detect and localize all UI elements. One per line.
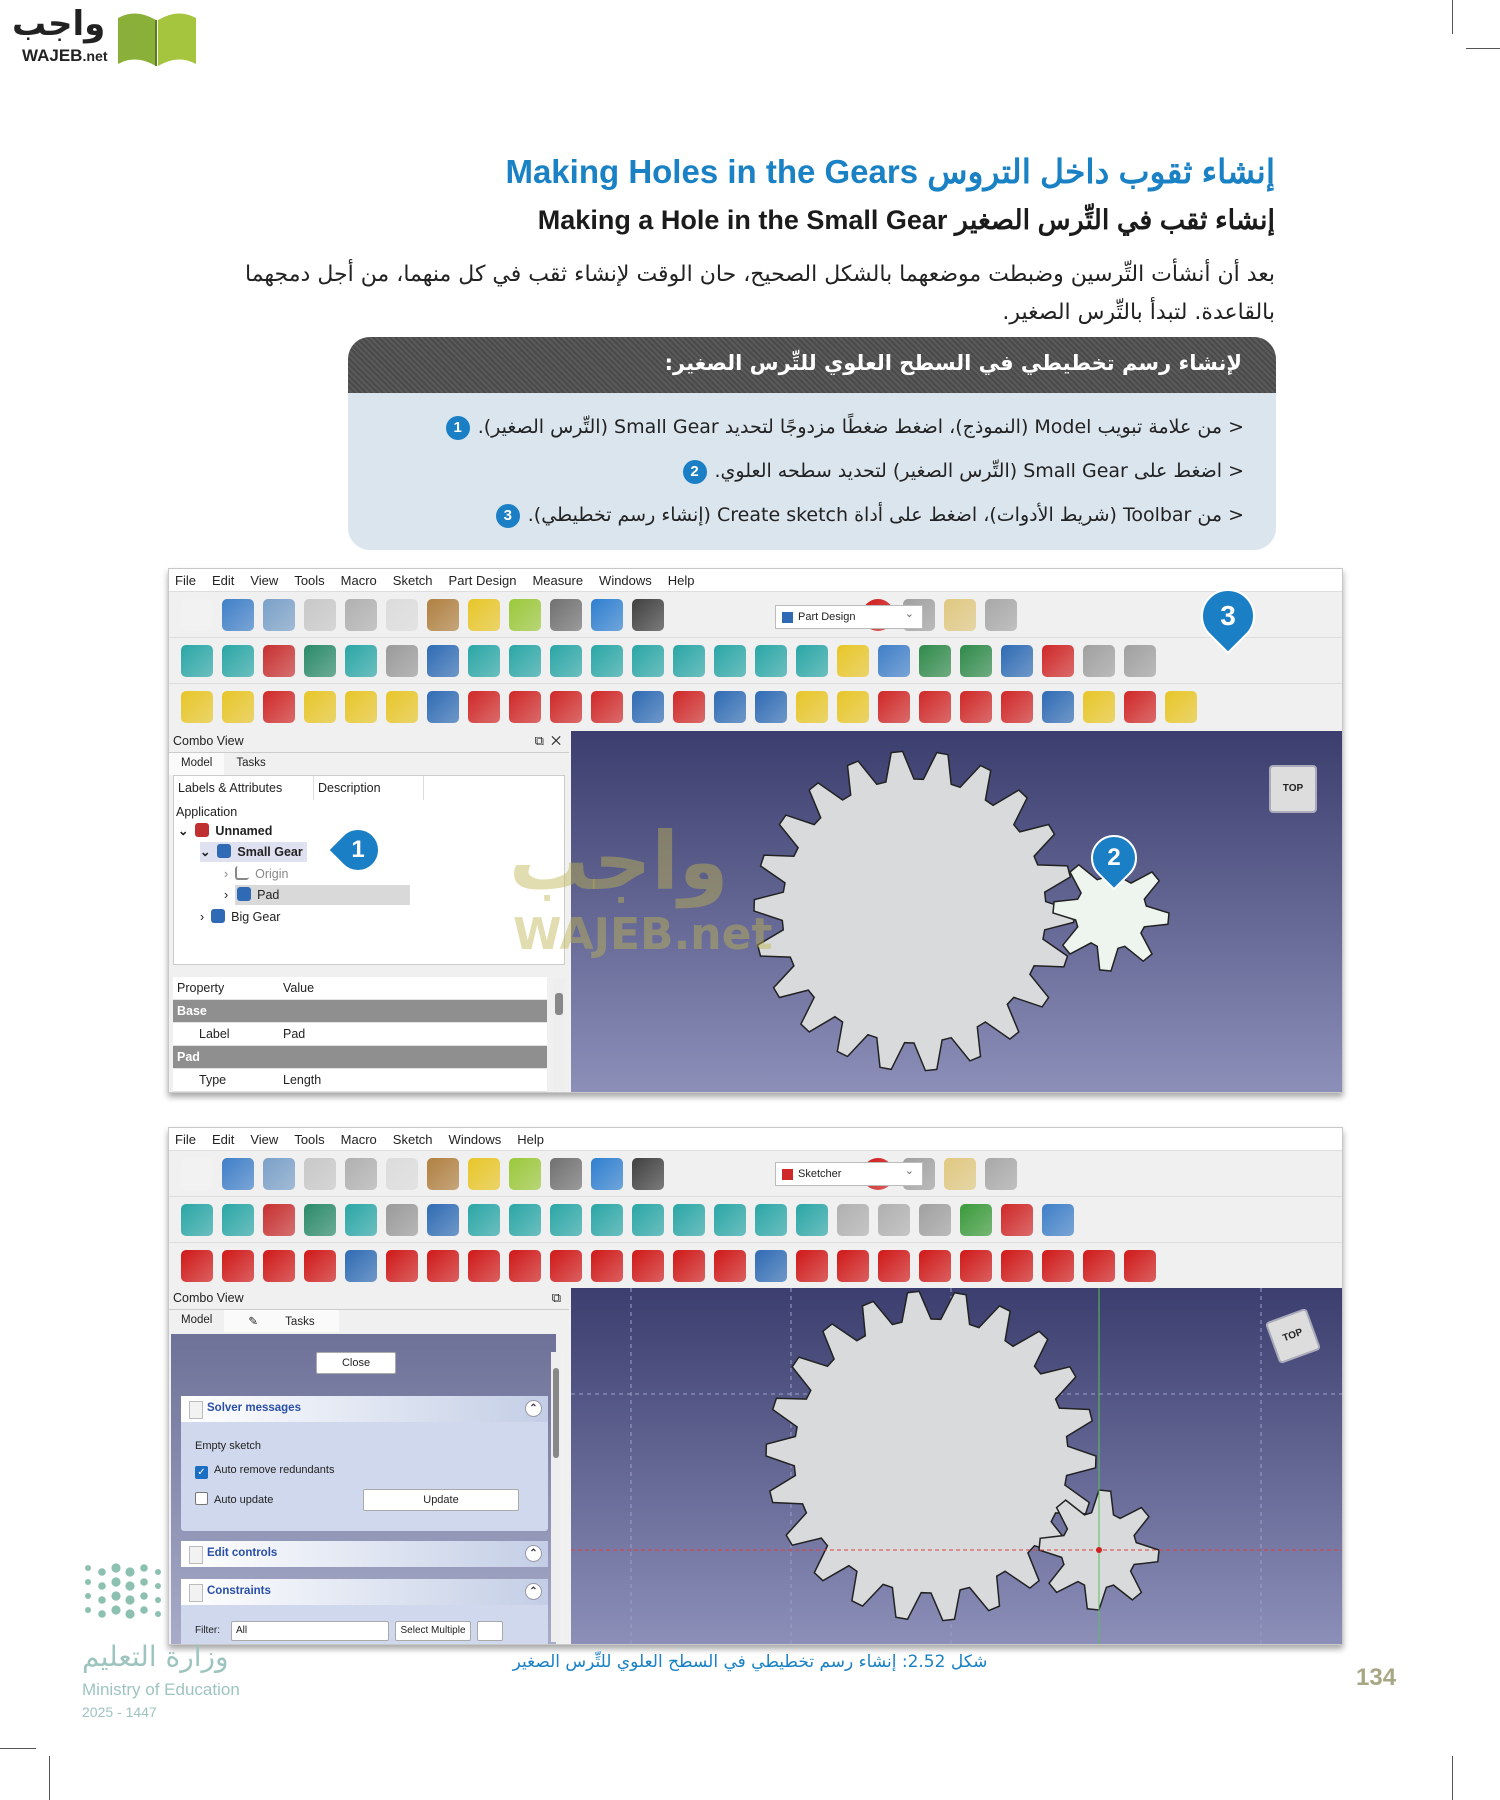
toolbar-view	[169, 637, 1342, 683]
logo-dot	[155, 1611, 161, 1617]
crop-mark	[1452, 1756, 1453, 1800]
property-row-label[interactable]	[173, 1023, 547, 1046]
constraint-edit-icon[interactable]	[960, 1204, 992, 1236]
chamfer-icon[interactable]	[919, 691, 951, 723]
toolbar-file	[169, 591, 1342, 637]
menu-edit[interactable]: Edit	[211, 1131, 235, 1147]
workbench-label: Part Design	[798, 611, 856, 623]
multi-transform-icon[interactable]	[837, 691, 869, 723]
print-icon[interactable]	[304, 599, 336, 631]
bottom-icon[interactable]	[714, 1204, 746, 1236]
logo-dot	[111, 1591, 120, 1600]
3d-viewport[interactable]	[509, 731, 1342, 1092]
property-value[interactable]: Pad	[283, 1027, 306, 1041]
column-property: Property	[177, 981, 225, 995]
filter-label: Filter:	[195, 1625, 220, 1636]
recompute-icon[interactable]	[591, 1158, 623, 1190]
new-document-icon[interactable]	[181, 1158, 213, 1190]
macro-edit-icon[interactable]	[944, 1158, 976, 1190]
primitive-icon[interactable]	[386, 691, 418, 723]
callout-number: 3	[1220, 600, 1236, 631]
float-icon[interactable]: ⧉	[534, 733, 544, 748]
fit-all-icon[interactable]	[181, 645, 213, 677]
whats-this-icon[interactable]	[632, 599, 664, 631]
fit-selection-icon[interactable]	[222, 645, 254, 677]
collapse-icon[interactable]: ⌃	[525, 1400, 542, 1417]
menu-help[interactable]: Help	[517, 1131, 545, 1147]
fillet-icon[interactable]	[591, 1250, 623, 1282]
logo-dot	[125, 1567, 134, 1576]
page-number: 134	[1356, 1664, 1397, 1691]
logo-dot	[140, 1606, 148, 1614]
panel-title: Solver messages	[207, 1402, 301, 1414]
tree-root: Application	[176, 805, 238, 819]
parallel-icon[interactable]	[1042, 1250, 1074, 1282]
macro-run-icon[interactable]	[985, 1158, 1017, 1190]
settings-icon[interactable]	[477, 1621, 503, 1641]
tree-header-description[interactable]: Description	[314, 776, 424, 800]
logo-dot	[85, 1593, 91, 1599]
bottom-icon[interactable]	[714, 645, 746, 677]
document-icon	[195, 823, 209, 837]
rear-icon[interactable]	[673, 645, 705, 677]
tab-model[interactable]: Model	[169, 753, 224, 775]
isometric-icon[interactable]	[509, 1204, 541, 1236]
logo-dot	[140, 1564, 148, 1572]
copy-icon[interactable]	[386, 599, 418, 631]
part-icon[interactable]	[837, 645, 869, 677]
draw-style-icon[interactable]	[263, 1204, 295, 1236]
collapse-icon[interactable]: ⌃	[525, 1545, 542, 1562]
rectangle-icon[interactable]	[468, 1250, 500, 1282]
instruction-step	[348, 449, 1244, 493]
perpendicular-icon[interactable]	[1083, 1250, 1115, 1282]
logo-dot	[98, 1568, 106, 1576]
logo-dot	[111, 1577, 120, 1586]
intro-paragraph: بعد أن أنشأت التِّرسين وضبطت موضعهما بالشكل الصحيح، حان الوقت لإنشاء ثقب في كل منهما، من أجل دمجهما بالقاعدة. لتبدأ بالتِّرس الصغير.	[244, 262, 1275, 325]
groove-icon[interactable]	[509, 691, 541, 723]
external-geometry-icon[interactable]	[755, 1250, 787, 1282]
std-views-icon[interactable]	[427, 645, 459, 677]
checkbox-unchecked[interactable]	[195, 1492, 208, 1505]
fillet-icon[interactable]	[878, 691, 910, 723]
forward-icon[interactable]	[386, 645, 418, 677]
tree-label: Small Gear	[237, 845, 303, 859]
solver-messages-panel	[181, 1396, 548, 1531]
tree-item-pad[interactable]: › Pad	[224, 885, 414, 905]
step-text: < من علامة تبويب Model (النموذج)، اضغط ضغطًا مزدوجًا لتحديد Small Gear (التِّرس الصغير).	[477, 416, 1244, 438]
logo-dot	[155, 1597, 161, 1603]
tree-header-labels[interactable]: Labels & Attributes	[174, 776, 314, 800]
menu-edit[interactable]: Edit	[211, 572, 235, 588]
menu-sketch[interactable]: Sketch	[392, 1131, 433, 1147]
body-icon	[217, 844, 231, 858]
logo-dot	[125, 1595, 134, 1604]
menu-windows[interactable]: Windows	[448, 1131, 502, 1147]
fit-all-icon[interactable]	[181, 1204, 213, 1236]
logo-dot	[111, 1605, 120, 1614]
tree-item-big-gear[interactable]: › Big Gear	[200, 910, 281, 924]
origin-icon	[235, 866, 249, 880]
bounding-box-icon[interactable]	[304, 1204, 336, 1236]
tree-label: Origin	[255, 867, 289, 881]
update-button[interactable]: Update	[363, 1489, 519, 1511]
recompute-icon[interactable]	[591, 599, 623, 631]
link-actions-icon[interactable]	[960, 645, 992, 677]
page-title: إنشاء ثقوب داخل التروس Making Holes in the Gears	[505, 153, 1275, 190]
group-icon[interactable]	[878, 645, 910, 677]
paste-icon[interactable]	[427, 1158, 459, 1190]
step-text: < من Toolbar (شريط الأدوات)، اضغط على أداة Create sketch (إنشاء رسم تخطيطي).	[527, 504, 1244, 526]
panel-title: Edit controls	[207, 1547, 278, 1559]
instructions-box	[348, 337, 1276, 550]
property-key: Label	[199, 1027, 230, 1041]
logo-arabic: واجب	[12, 4, 106, 44]
back-icon[interactable]	[345, 1204, 377, 1236]
cut-icon[interactable]	[345, 599, 377, 631]
dof-icon[interactable]	[1042, 1204, 1074, 1236]
logo-dot	[85, 1565, 91, 1571]
rear-icon[interactable]	[673, 1204, 705, 1236]
property-value[interactable]: Length	[283, 1073, 322, 1087]
slot-icon[interactable]	[550, 1250, 582, 1282]
revolution-icon[interactable]	[222, 691, 254, 723]
workbench-selector[interactable]	[775, 605, 923, 629]
pad-icon	[237, 887, 251, 901]
cut-icon[interactable]	[345, 1158, 377, 1190]
navigation-cube[interactable]: TOP	[1265, 1308, 1321, 1364]
menu-view[interactable]: View	[250, 1131, 279, 1147]
new-document-icon[interactable]	[181, 599, 213, 631]
extend-icon[interactable]	[673, 1250, 705, 1282]
step-badge: 1	[446, 416, 470, 440]
left-icon[interactable]	[755, 1204, 787, 1236]
logo-dot	[140, 1578, 148, 1586]
top-icon[interactable]	[591, 1204, 623, 1236]
sub-helix-icon[interactable]	[632, 691, 664, 723]
checkbox-label: Auto update	[214, 1494, 274, 1506]
shape-binder-icon[interactable]	[1124, 645, 1156, 677]
refresh-check-icon[interactable]	[550, 1158, 582, 1190]
logo-dot	[155, 1583, 161, 1589]
scrollbar[interactable]	[553, 979, 565, 1091]
tab-label: Tasks	[285, 1316, 315, 1328]
toolbar-sketcher-geometry	[169, 1242, 1342, 1288]
tree-item-small-gear[interactable]: ⌄ Small Gear	[200, 842, 307, 862]
step-badge: 3	[496, 504, 520, 528]
auto-update-checkbox[interactable]	[195, 1492, 273, 1506]
tree-label: Unnamed	[215, 824, 273, 838]
figure-caption: شكل 2.52: إنشاء رسم تخطيطي في السطح العلوي للتِّرس الصغير	[512, 1652, 988, 1672]
arc-icon[interactable]	[263, 1250, 295, 1282]
section-subtitle: إنشاء ثقب في التِّرس الصغير Making a Hole in the Small Gear	[537, 205, 1275, 235]
float-icon[interactable]: ⧉	[551, 1290, 561, 1305]
combo-view-title: Combo View	[173, 1291, 244, 1305]
tangent-icon[interactable]	[1124, 1250, 1156, 1282]
logo-dot	[111, 1563, 120, 1572]
mirrored-icon[interactable]	[714, 691, 746, 723]
crop-mark	[1466, 48, 1500, 49]
ministry-arabic: وزارة التعليم	[82, 1640, 229, 1673]
logo-dot	[98, 1610, 106, 1618]
logo-dot	[85, 1607, 91, 1613]
bspline-icon[interactable]	[386, 1250, 418, 1282]
involute-gear-icon[interactable]	[1124, 691, 1156, 723]
sync-view-icon[interactable]	[468, 645, 500, 677]
logo-text: WAJEB	[22, 46, 83, 65]
workbench-selector[interactable]	[775, 1162, 923, 1186]
menu-sketch[interactable]: Sketch	[392, 572, 433, 588]
tree-item-unnamed[interactable]: ⌄ Unnamed	[178, 824, 273, 838]
menu-macro[interactable]: Macro	[340, 1131, 377, 1147]
open-icon[interactable]	[222, 1158, 254, 1190]
line-icon[interactable]	[222, 1250, 254, 1282]
property-row-type[interactable]	[173, 1069, 547, 1092]
draw-style-icon[interactable]	[263, 645, 295, 677]
group-icon[interactable]	[878, 1204, 910, 1236]
logo-dot	[140, 1592, 148, 1600]
sub-loft-icon[interactable]	[550, 691, 582, 723]
part-icon[interactable]	[837, 1204, 869, 1236]
menu-file[interactable]: File	[175, 1131, 196, 1147]
print-icon[interactable]	[304, 1158, 336, 1190]
scrollbar[interactable]	[551, 1352, 561, 1642]
tree-label: Big Gear	[231, 910, 281, 924]
collapse-icon[interactable]: ⌃	[525, 1583, 542, 1600]
sub-pipe-icon[interactable]	[591, 691, 623, 723]
sketch-viewport[interactable]	[571, 1288, 1342, 1644]
tab-tasks[interactable]: Tasks	[236, 757, 266, 769]
right-icon[interactable]	[632, 1204, 664, 1236]
big-gear[interactable]	[754, 751, 1074, 1070]
tab-model[interactable]: Model	[181, 1314, 213, 1326]
auto-remove-checkbox[interactable]	[195, 1464, 334, 1479]
pencil-icon: ✎	[248, 1316, 262, 1328]
top-icon[interactable]	[591, 645, 623, 677]
freecad-window-sketcher	[168, 1127, 1343, 1645]
toolbar-file	[169, 1150, 1342, 1196]
create-body-icon[interactable]	[1001, 645, 1033, 677]
construction-icon[interactable]	[837, 1250, 869, 1282]
forward-icon[interactable]	[386, 1204, 418, 1236]
property-editor	[173, 977, 547, 1093]
filter-dropdown[interactable]: All	[231, 1621, 389, 1641]
freecad-window-part-design	[168, 568, 1343, 1093]
carbon-copy-icon[interactable]	[796, 1250, 828, 1282]
sprocket-icon[interactable]	[1083, 691, 1115, 723]
shaft-wizard-icon[interactable]	[1165, 691, 1197, 723]
circle-icon[interactable]	[304, 1250, 336, 1282]
refresh-check-icon[interactable]	[550, 599, 582, 631]
conic-icon[interactable]	[345, 1250, 377, 1282]
tree-item-origin[interactable]: › Origin	[224, 867, 289, 881]
fit-selection-icon[interactable]	[222, 1204, 254, 1236]
boolean-icon[interactable]	[1042, 691, 1074, 723]
ministry-dots-icon	[82, 1560, 182, 1630]
polygon-icon[interactable]	[509, 1250, 541, 1282]
pocket-icon[interactable]	[427, 691, 459, 723]
logo-dot	[125, 1609, 134, 1618]
horizontal-icon[interactable]	[1001, 1250, 1033, 1282]
loft-icon[interactable]	[263, 691, 295, 723]
navigation-cube[interactable]: TOP	[1269, 765, 1317, 813]
draft-icon[interactable]	[960, 691, 992, 723]
big-gear[interactable]	[766, 1291, 1096, 1620]
logo-suffix: .net	[82, 49, 108, 65]
ministry-year: 2025 - 1447	[82, 1704, 157, 1720]
menu-view[interactable]: View	[250, 572, 279, 588]
copy-icon[interactable]	[386, 1158, 418, 1190]
switch-virtual-icon[interactable]	[1001, 1204, 1033, 1236]
origin-point	[1096, 1547, 1102, 1553]
open-icon[interactable]	[222, 599, 254, 631]
step-text: < اضغط على Small Gear (التِّرس الصغير) لتحديد سطحه العلوي.	[714, 460, 1244, 482]
combo-view-title: Combo View	[173, 734, 244, 748]
undo-icon[interactable]	[468, 599, 500, 631]
menu-macro[interactable]: Macro	[340, 572, 377, 588]
workbench-label: Sketcher	[798, 1168, 842, 1180]
save-icon[interactable]	[263, 599, 295, 631]
solver-message: Empty sketch	[195, 1440, 262, 1452]
checkbox-checked[interactable]: ✓	[195, 1466, 208, 1479]
logo-dot	[155, 1569, 161, 1575]
save-icon[interactable]	[263, 1158, 295, 1190]
bounding-box-icon[interactable]	[304, 645, 336, 677]
logo-english	[22, 46, 108, 66]
crop-mark	[0, 1748, 36, 1749]
vertical-icon[interactable]	[960, 1250, 992, 1282]
toolbar-part-design	[169, 683, 1342, 729]
callout-number: 2	[1107, 844, 1121, 871]
callout-1	[327, 819, 389, 881]
macro-run-icon[interactable]	[985, 599, 1017, 631]
isometric-icon[interactable]	[509, 645, 541, 677]
combo-view	[169, 731, 569, 1093]
coincident-icon[interactable]	[878, 1250, 910, 1282]
redo-icon[interactable]	[509, 599, 541, 631]
view-section-icon[interactable]	[919, 1204, 951, 1236]
menu-tools[interactable]: Tools	[294, 572, 325, 588]
redo-icon[interactable]	[509, 1158, 541, 1190]
menu-bar	[169, 569, 1342, 591]
model-tree	[173, 775, 565, 965]
instructions-heading: لإنشاء رسم تخطيطي في السطح العلوي للتِّرس الصغير:	[348, 337, 1276, 393]
logo-dot	[85, 1579, 91, 1585]
checkbox-label: Auto remove redundants	[214, 1464, 335, 1476]
whats-this-icon[interactable]	[632, 1158, 664, 1190]
menu-file[interactable]: File	[175, 572, 196, 588]
create-sketch-icon[interactable]	[1042, 645, 1074, 677]
right-icon[interactable]	[632, 645, 664, 677]
thickness-icon[interactable]	[1001, 691, 1033, 723]
macro-edit-icon[interactable]	[944, 599, 976, 631]
crop-mark	[1452, 0, 1453, 34]
helix-icon[interactable]	[345, 691, 377, 723]
menu-measure[interactable]: Measure	[532, 572, 584, 588]
callout-number: 1	[351, 836, 365, 863]
property-group-base[interactable]: Base	[173, 1000, 547, 1023]
menu-part-design[interactable]: Part Design	[448, 572, 517, 588]
logo-dot	[98, 1596, 106, 1604]
toolbar-view	[169, 1196, 1342, 1242]
linear-pattern-icon[interactable]	[755, 691, 787, 723]
wajeb-logo	[10, 4, 190, 70]
watermark-arabic: واجب	[509, 815, 729, 908]
crop-mark	[49, 1756, 50, 1800]
measure-icon[interactable]	[796, 645, 828, 677]
point-icon[interactable]	[181, 1250, 213, 1282]
watermark-english: WAJEB.net	[513, 909, 773, 960]
pad-icon[interactable]	[181, 691, 213, 723]
instruction-step	[348, 405, 1244, 449]
split-icon[interactable]	[714, 1250, 746, 1282]
link-icon[interactable]	[919, 645, 951, 677]
menu-tools[interactable]: Tools	[294, 1131, 325, 1147]
back-icon[interactable]	[345, 645, 377, 677]
menu-bar	[169, 1128, 1342, 1150]
paste-icon[interactable]	[427, 599, 459, 631]
ministry-english: Ministry of Education	[82, 1680, 240, 1699]
validate-sketch-icon[interactable]	[1083, 645, 1115, 677]
front-icon[interactable]	[550, 645, 582, 677]
front-icon[interactable]	[550, 1204, 582, 1236]
select-multiple-button[interactable]: Select Multiple	[395, 1621, 471, 1641]
tree-label: Pad	[257, 888, 280, 902]
menu-help[interactable]: Help	[667, 572, 695, 588]
pipe-icon[interactable]	[304, 691, 336, 723]
hole-icon[interactable]	[468, 691, 500, 723]
left-icon[interactable]	[755, 645, 787, 677]
std-views-icon[interactable]	[427, 1204, 459, 1236]
step-badge: 2	[683, 460, 707, 484]
menu-windows[interactable]: Windows	[599, 572, 652, 588]
panel-title: Constraints	[207, 1585, 271, 1597]
close-button[interactable]: Close	[316, 1352, 396, 1374]
column-value: Value	[283, 981, 315, 995]
sync-view-icon[interactable]	[468, 1204, 500, 1236]
point-on-object-icon[interactable]	[919, 1250, 951, 1282]
ministry-logo	[82, 1560, 282, 1730]
close-icon[interactable]: ✕	[551, 733, 561, 748]
body-icon	[211, 909, 225, 923]
sub-primitive-icon[interactable]	[673, 691, 705, 723]
polyline-icon[interactable]	[427, 1250, 459, 1282]
logo-dot	[125, 1581, 134, 1590]
book-icon	[116, 8, 198, 68]
property-group-pad[interactable]: Pad	[173, 1046, 547, 1069]
measure-icon[interactable]	[796, 1204, 828, 1236]
logo-dot	[98, 1582, 106, 1590]
undo-icon[interactable]	[468, 1158, 500, 1190]
trim-icon[interactable]	[632, 1250, 664, 1282]
tab-tasks[interactable]	[224, 1310, 338, 1332]
polar-pattern-icon[interactable]	[796, 691, 828, 723]
instruction-step	[348, 493, 1244, 537]
property-key: Type	[199, 1073, 227, 1087]
